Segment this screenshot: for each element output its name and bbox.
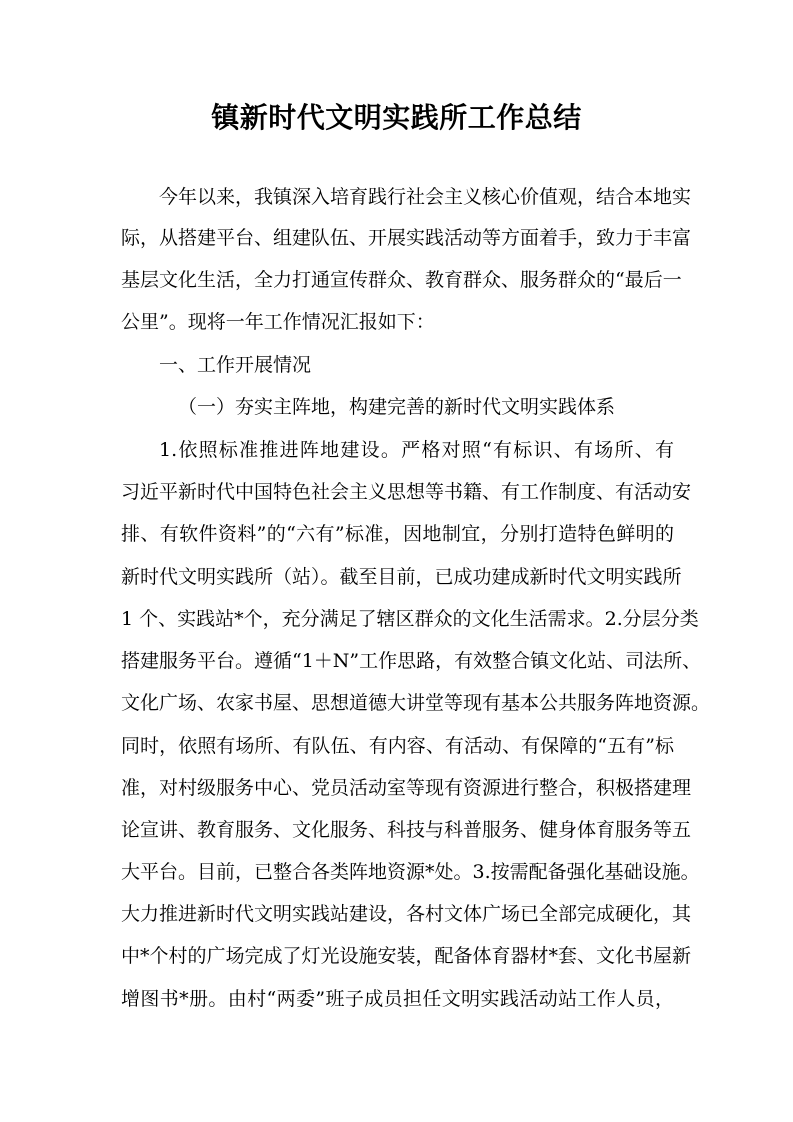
body-line: 1 个、实践站*个，充分满足了辖区群众的文化生活需求。2.分层分类 <box>121 608 699 630</box>
body-line: 搭建服务平台。遵循“1＋N”工作思路，有效整合镇文化站、司法所、 <box>121 650 702 672</box>
body-line: 中*个村的广场完成了灯光设施安装，配备体育器材*套、文化书屋新 <box>121 945 692 967</box>
body-line: 1.依照标准推进阵地建设。严格对照“有标识、有场所、有 <box>159 439 674 461</box>
intro-line: 公里”。现将一年工作情况汇报如下： <box>121 311 435 333</box>
body-line: 排、有软件资料”的“六有”标准，因地制宜，分别打造特色鲜明的 <box>121 523 674 545</box>
section-heading: 一、工作开展情况 <box>159 354 312 376</box>
body-line: 准，对村级服务中心、党员活动室等现有资源进行整合，积极搭建理 <box>121 777 692 799</box>
subsection-heading: （一）夯实主阵地，构建完善的新时代文明实践体系 <box>178 396 616 418</box>
body-line: 文化广场、农家书屋、思想道德大讲堂等现有基本公共服务阵地资源。 <box>121 692 711 714</box>
body-line: 新时代文明实践所（站）。截至目前，已成功建成新时代文明实践所 <box>121 566 682 588</box>
body-line: 增图书*册。由村“两委”班子成员担任文明实践活动站工作人员， <box>121 988 674 1010</box>
body-line: 大平台。目前，已整合各类阵地资源*处。3.按需配备强化基础设施。 <box>121 861 700 883</box>
body-line: 同时，依照有场所、有队伍、有内容、有活动、有保障的“五有”标 <box>121 735 674 757</box>
intro-line: 际，从搭建平台、组建队伍、开展实践活动等方面着手，致力于丰富 <box>121 227 692 249</box>
body-line: 大力推进新时代文明实践站建设，各村文体广场已全部完成硬化，其 <box>121 903 692 925</box>
body-line: 习近平新时代中国特色社会主义思想等书籍、有工作制度、有活动安 <box>121 481 692 503</box>
document-title: 镇新时代文明实践所工作总结 <box>211 101 582 134</box>
body-line: 论宣讲、教育服务、文化服务、科技与科普服务、健身体育服务等五 <box>121 819 692 841</box>
intro-line: 基层文化生活，全力打通宣传群众、教育群众、服务群众的“最后一 <box>121 269 682 291</box>
intro-line: 今年以来，我镇深入培育践行社会主义核心价值观，结合本地实 <box>159 186 692 208</box>
